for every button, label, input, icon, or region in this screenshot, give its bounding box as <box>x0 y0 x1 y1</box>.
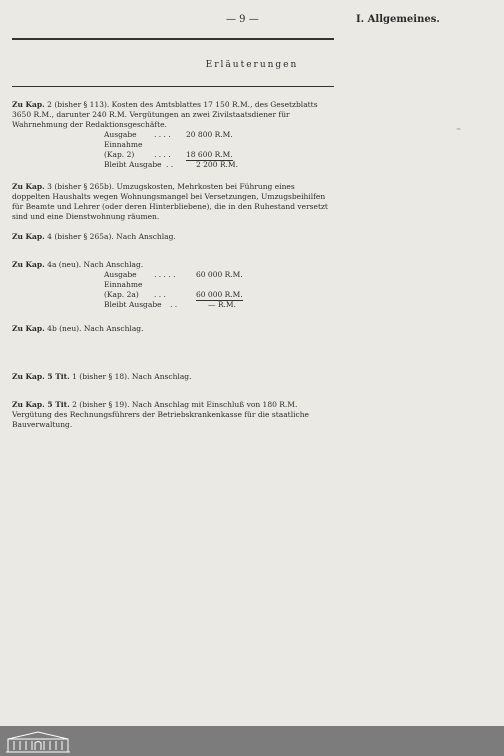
footer-bar <box>0 726 504 756</box>
kap3-text: 3 (bisher § 265b). Umzugskosten, Mehrkosten bei Führung eines doppelten Haushalts wegen Wohnungsmangel bei Versetzungen, Umzugsbeihilfen für Beamte und Lehrer (oder deren Hinterbliebene), die in den Ruhestand versetzt sind und eine Dienstwohnung räumen. <box>12 182 328 221</box>
kap2-text: 2 (bisher § 113). Kosten des Amtsblattes 17 150 R.M., des Gesetzblatts 3650 R.M., darunter 240 R.M. Vergütungen an zwei Zivilstaatsdiener für Wahrnehmung der Redaktionsgeschäfte. <box>12 100 318 129</box>
library-building-icon <box>4 729 72 753</box>
kap4-text: 4 (bisher § 265a). Nach Anschlag. <box>47 232 176 241</box>
section-title: I. Allgemeines. <box>356 14 440 25</box>
page-number: — 9 — <box>226 14 259 25</box>
heading-rule <box>12 86 334 87</box>
kap4a-text: 4a (neu). Nach Anschlag. <box>47 260 144 269</box>
table-row: Einnahme <box>104 280 143 289</box>
table-row: Einnahme <box>104 140 143 149</box>
kap2-table <box>104 130 264 170</box>
table-row: Ausgabe . . . . . 60 000 R.M. <box>104 270 243 279</box>
kap5-tit1-text: 1 (bisher § 18). Nach Anschlag. <box>72 372 192 381</box>
kap4a-table <box>104 270 264 310</box>
page-header <box>0 14 504 30</box>
kap3-ref: Zu Kap. <box>12 182 45 191</box>
kap5-tit2-paragraph <box>12 400 334 430</box>
kap4a-ref: Zu Kap. <box>12 260 45 269</box>
kap4b-ref: Zu Kap. <box>12 324 45 333</box>
kap4b-text: 4b (neu). Nach Anschlag. <box>47 324 144 333</box>
margin-mark: ≈ <box>456 126 462 133</box>
kap4a-paragraph <box>12 260 334 270</box>
table-row: Bleibt Ausgabe . . 2 200 R.M. <box>104 160 238 169</box>
kap4-paragraph <box>12 232 334 242</box>
table-row: (Kap. 2) . . . . 18 600 R.M. <box>104 150 233 159</box>
kap5-tit2-text: 2 (bisher § 19). Nach Anschlag mit Einschluß von 180 R.M. Vergütung des Rechnungsführers der Betriebskrankenkasse für die staatliche Bauverwaltung. <box>12 400 309 429</box>
kap2-ref: Zu Kap. <box>12 100 45 109</box>
kap2-paragraph <box>12 100 334 130</box>
kap5-tit2-ref: Zu Kap. 5 Tit. <box>12 400 70 409</box>
kap3-paragraph <box>12 182 334 222</box>
kap5-tit1-paragraph <box>12 372 334 382</box>
page-heading: Erläuterungen <box>205 60 299 70</box>
kap5-tit1-ref: Zu Kap. 5 Tit. <box>12 372 70 381</box>
kap4b-paragraph <box>12 324 334 334</box>
header-rule <box>12 38 334 40</box>
table-row: Ausgabe . . . . 20 800 R.M. <box>104 130 233 139</box>
table-row: (Kap. 2a) . . . 60 000 R.M. <box>104 290 243 299</box>
kap4-ref: Zu Kap. <box>12 232 45 241</box>
table-row: Bleibt Ausgabe . . — R.M. <box>104 300 236 309</box>
